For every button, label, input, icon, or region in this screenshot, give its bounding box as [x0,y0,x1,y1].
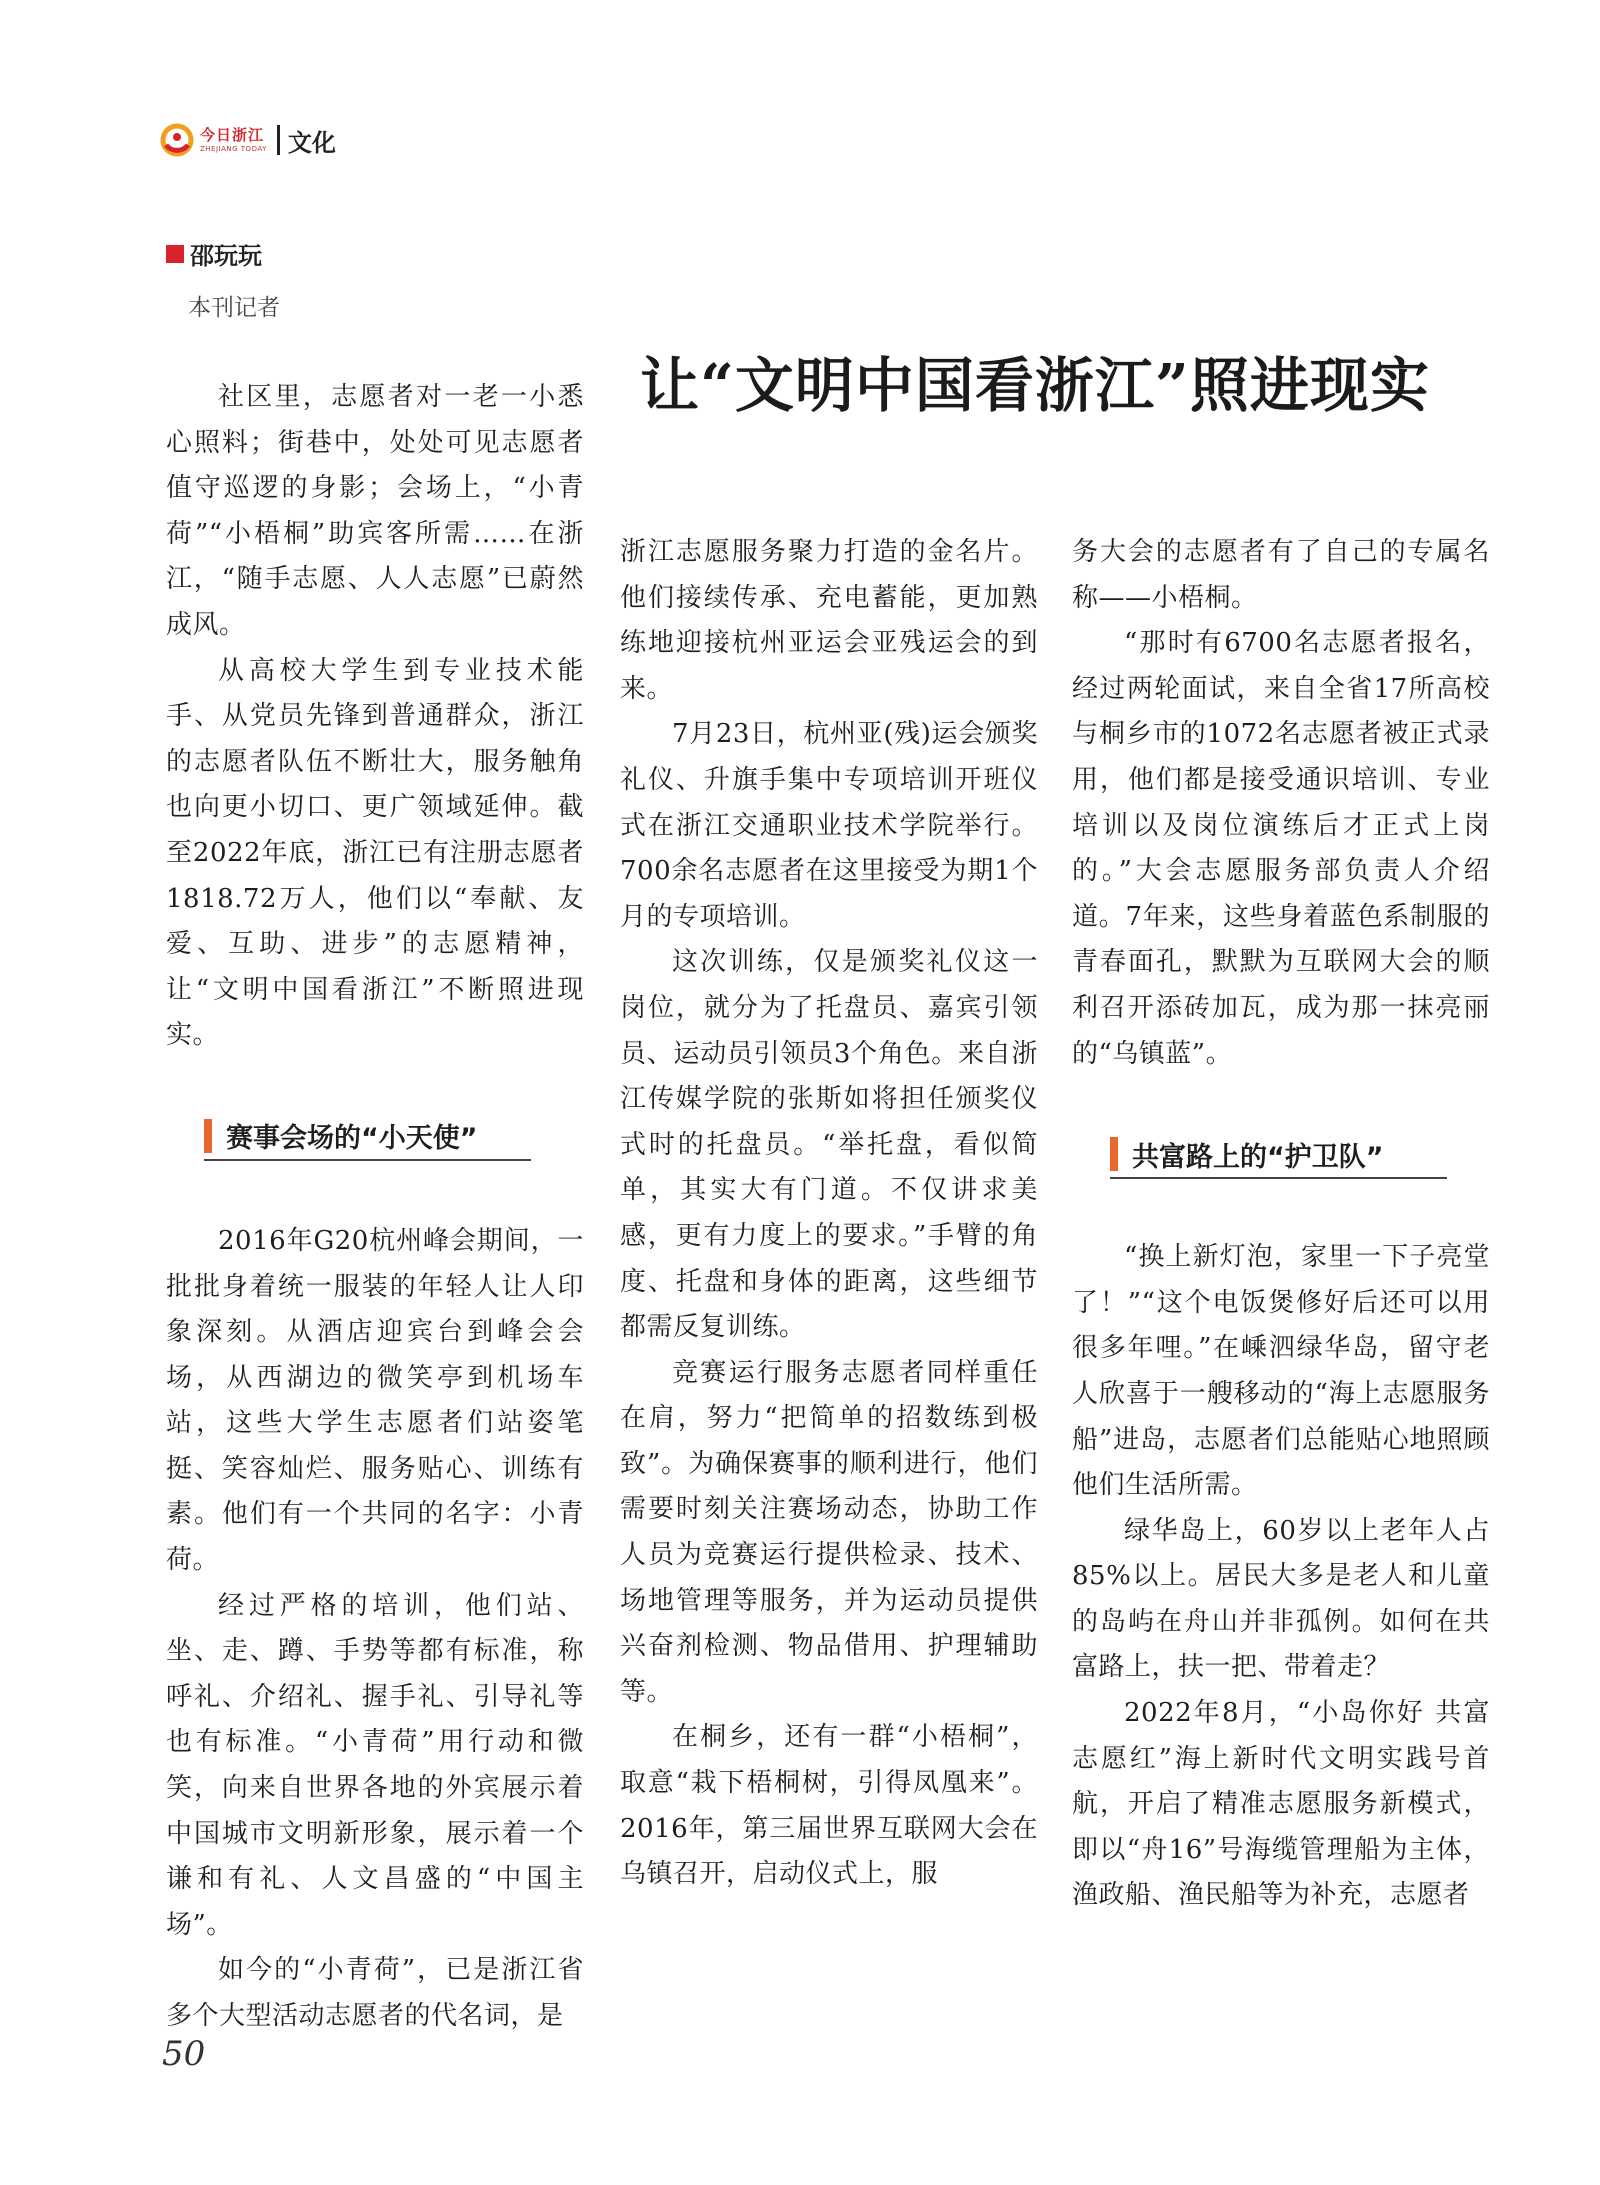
paragraph: 浙江志愿服务聚力打造的金名片。他们接续传承、充电蓄能，更加熟练地迎接杭州亚运会亚残运会的到来。 [620,537,1038,704]
author-role: 本刊记者 [188,295,280,321]
brand-logo-icon [160,123,194,157]
column-2 [620,530,1038,1898]
paragraph: 7月23日，杭州亚(残)运会颁奖礼仪、升旗手集中专项培训开班仪式在浙江交通职业技术学院举行。700余名志愿者在这里接受为期1个月的专项培训。 [620,719,1038,932]
column-1 [166,375,584,2040]
subheading-underline [204,1159,531,1161]
subheading [1110,1129,1490,1179]
header-divider [277,125,280,155]
brand-name-en: ZHEJIANG TODAY [200,144,267,153]
paragraph: 在桐乡，还有一群“小梧桐”，取意“栽下梧桐树，引得凤凰来”。2016年，第三届世界互联网大会在乌镇召开，启动仪式上，服 [620,1722,1038,1890]
subheading-text: 赛事会场的“小天使” [226,1123,478,1155]
section-label: 文化 [287,128,336,157]
paragraph: 竞赛运行服务志愿者同样重任在肩，努力“把简单的招数练到极致”。为确保赛事的顺利进行，他们需要时刻关注赛场动态，协助工作人员为竞赛运行提供检录、技术、场地管理等服务，并为运动员提供兴奋剂检测、物品借用、护理辅助等。 [620,1357,1038,1707]
brand-name: 今日浙江 [200,125,265,144]
orange-bar-marker [1110,1137,1118,1171]
paragraph: 社区里，志愿者对一老一小悉心照料；街巷中，处处可见志愿者值守巡逻的身影；会场上，“小青荷”“小梧桐”助宾客所需……在浙江，“随手志愿、人人志愿”已蔚然成风。 [166,382,584,640]
red-square-marker [166,245,184,263]
article-title: 让“文明中国看浙江”照进现实 [640,351,1430,420]
brand-logo-text [200,125,267,153]
paragraph: 经过严格的培训，他们站、坐、走、蹲、手势等都有标准，称呼礼、介绍礼、握手礼、引导礼等也有标准。“小青荷”用行动和微笑，向来自世界各地的外宾展示着中国城市文明新形象，展示着一个谦和有礼、人文昌盛的“中国主场”。 [166,1590,584,1940]
subheading-text: 共富路上的“护卫队” [1132,1141,1384,1173]
paragraph: “那时有6700名志愿者报名，经过两轮面试，来自全省17所高校与桐乡市的1072名志愿者被正式录用，他们都是接受通识培训、专业培训以及岗位演练后才正式上岗的。”大会志愿服务部负责人介绍道。7年来，这些身着蓝色系制服的青春面孔，默默为互联网大会的顺利召开添砖加瓦，成为那一抹亮丽的“乌镇蓝”。 [1072,628,1490,1069]
paragraph: 2016年G20杭州峰会期间，一批批身着统一服装的年轻人让人印象深刻。从酒店迎宾台到峰会会场，从西湖边的微笑亭到机场车站，这些大学生志愿者们站姿笔挺、笑容灿烂、服务贴心、训练有素。他们有一个共同的名字：小青荷。 [166,1225,584,1576]
byline [166,236,280,322]
author-name-row [166,236,280,271]
paragraph: 如今的“小青荷”，已是浙江省多个大型活动志愿者的代名词，是 [166,1955,584,2031]
subheading-underline [1110,1177,1447,1179]
orange-bar-marker [204,1119,212,1153]
subheading [204,1111,584,1161]
paragraph: 2022年8月，“小岛你好 共富志愿红”海上新时代文明实践号首航，开启了精准志愿服务新模式，即以“舟16”号海缆管理船为主体，渔政船、渔民船等为补充，志愿者 [1072,1698,1490,1911]
column-3 [1072,530,1490,1919]
paragraph: 这次训练，仅是颁奖礼仪这一岗位，就分为了托盘员、嘉宾引领员、运动员引领员3个角色。来自浙江传媒学院的张斯如将担任颁奖仪式时的托盘员。“举托盘，看似简单，其实大有门道。不仅讲求美感，更有力度上的要求。”手臂的角度、托盘和身体的距离，这些细节都需反复训练。 [620,947,1038,1343]
page-header [160,118,336,162]
paragraph: “换上新灯泡，家里一下子亮堂了！”“这个电饭煲修好后还可以用很多年哩。”在嵊泗绿华岛，留守老人欣喜于一艘移动的“海上志愿服务船”进岛，志愿者们总能贴心地照顾他们生活所需。 [1072,1242,1490,1501]
author-name: 邵玩玩 [190,242,262,270]
page-number: 50 [162,2034,206,2074]
paragraph: 务大会的志愿者有了自己的专属名称——小梧桐。 [1072,537,1490,613]
paragraph: 从高校大学生到专业技术能手、从党员先锋到普通群众，浙江的志愿者队伍不断壮大，服务触角也向更小切口、更广领域延伸。截至2022年底，浙江已有注册志愿者1818.72万人，他们以“奉献、友爱、互助、进步”的志愿精神，让“文明中国看浙江”不断照进现实。 [166,655,584,1051]
paragraph: 绿华岛上，60岁以上老年人占85%以上。居民大多是老人和儿童的岛屿在舟山并非孤例。如何在共富路上，扶一把、带着走？ [1072,1515,1490,1683]
